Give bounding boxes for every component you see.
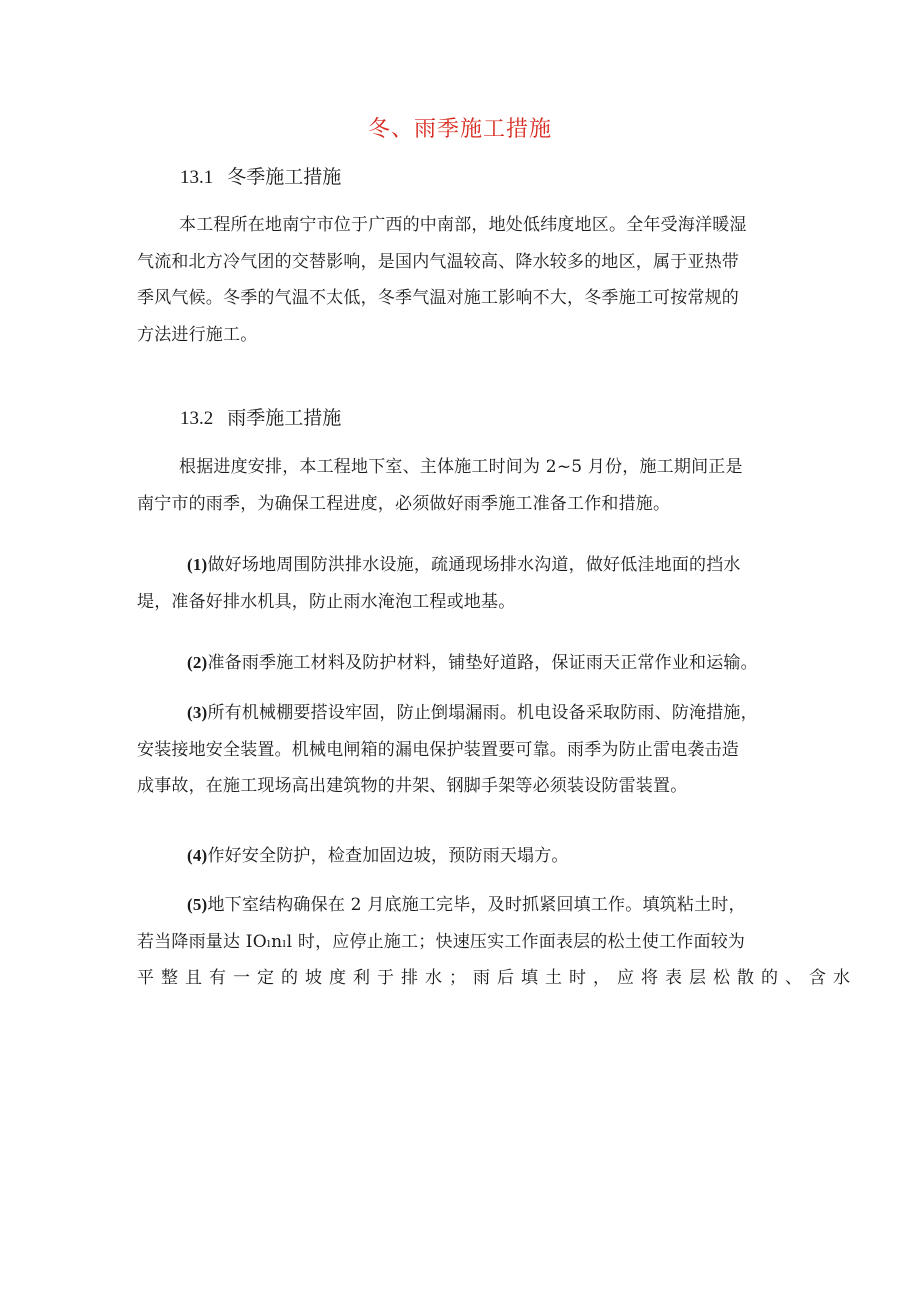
item-text: 安装接地安全装置。机械电闸箱的漏电保护装置要可靠。雨季为防止雷电袭击造 — [137, 739, 739, 760]
paragraph-line: 根据进度安排，本工程地下室、主体施工时间为 2~5 月份，施工期间正是 — [179, 457, 743, 477]
item-text: 成事故，在施工现场高出建筑物的井架、钢脚手架等必须装设防雷装置。 — [137, 776, 688, 796]
section-number: 13.2 — [180, 408, 214, 429]
item-text: 所有机械棚要搭设牢固，防止倒塌漏雨。机电设备采取防雨、防淹措施， — [207, 703, 758, 723]
document-title: 冬、雨季施工措施 — [367, 117, 552, 142]
item-marker: (2) — [187, 653, 208, 672]
paragraph-line: 气流和北方冷气团的交替影响，是国内气温较高、降水较多的地区，属于亚热带 — [137, 251, 739, 272]
item-text: 堤，准备好排水机具，防止雨水淹泡工程或地基。 — [137, 591, 516, 612]
list-item-1 — [137, 547, 787, 620]
item-marker: (1) — [187, 555, 208, 574]
list-item-3 — [137, 695, 787, 805]
list-item-2 — [137, 645, 787, 682]
section-number: 13.1 — [180, 167, 214, 188]
section-heading-13-1 — [180, 163, 341, 192]
paragraph-line: 方法进行施工。 — [137, 324, 258, 345]
item-marker: (5) — [187, 895, 208, 914]
item-marker: (4) — [187, 846, 208, 865]
section-title: 冬季施工措施 — [227, 166, 342, 188]
section-heading-13-2 — [180, 404, 341, 433]
item-text: 做好场地周围防洪排水设施，疏通现场排水沟道，做好低洼地面的挡水 — [207, 555, 741, 575]
item-text: 作好安全防护，检查加固边坡，预防雨天塌方。 — [207, 846, 569, 866]
section-title: 雨季施工措施 — [227, 407, 342, 429]
item-marker: (3) — [187, 703, 208, 722]
list-item-5 — [137, 887, 857, 997]
paragraph-winter — [137, 207, 787, 353]
item-text: 地下室结构确保在 2 月底施工完毕，及时抓紧回填工作。填筑粘土时， — [207, 895, 746, 915]
item-text: 准备雨季施工材料及防护材料，铺垫好道路，保证雨天正常作业和运输。 — [207, 653, 758, 673]
item-text: 若当降雨量达 IOₗnₗl 时，应停止施工；快速压实工作面表层的松土使工作面较为 — [137, 931, 746, 952]
item-text: 平整且有一定的坡度利于排水；雨后填土时，应将表层松散的、含水 — [137, 968, 857, 988]
paragraph-line: 季风气候。冬季的气温不太低，冬季气温对施工影响不大，冬季施工可按常规的 — [137, 288, 739, 308]
paragraph-rain-intro — [137, 449, 787, 522]
paragraph-line: 本工程所在地南宁市位于广西的中南部，地处低纬度地区。全年受海洋暖湿 — [179, 215, 747, 235]
list-item-4 — [137, 838, 787, 875]
paragraph-line: 南宁市的雨季，为确保工程进度，必须做好雨季施工准备工作和措施。 — [137, 493, 671, 514]
